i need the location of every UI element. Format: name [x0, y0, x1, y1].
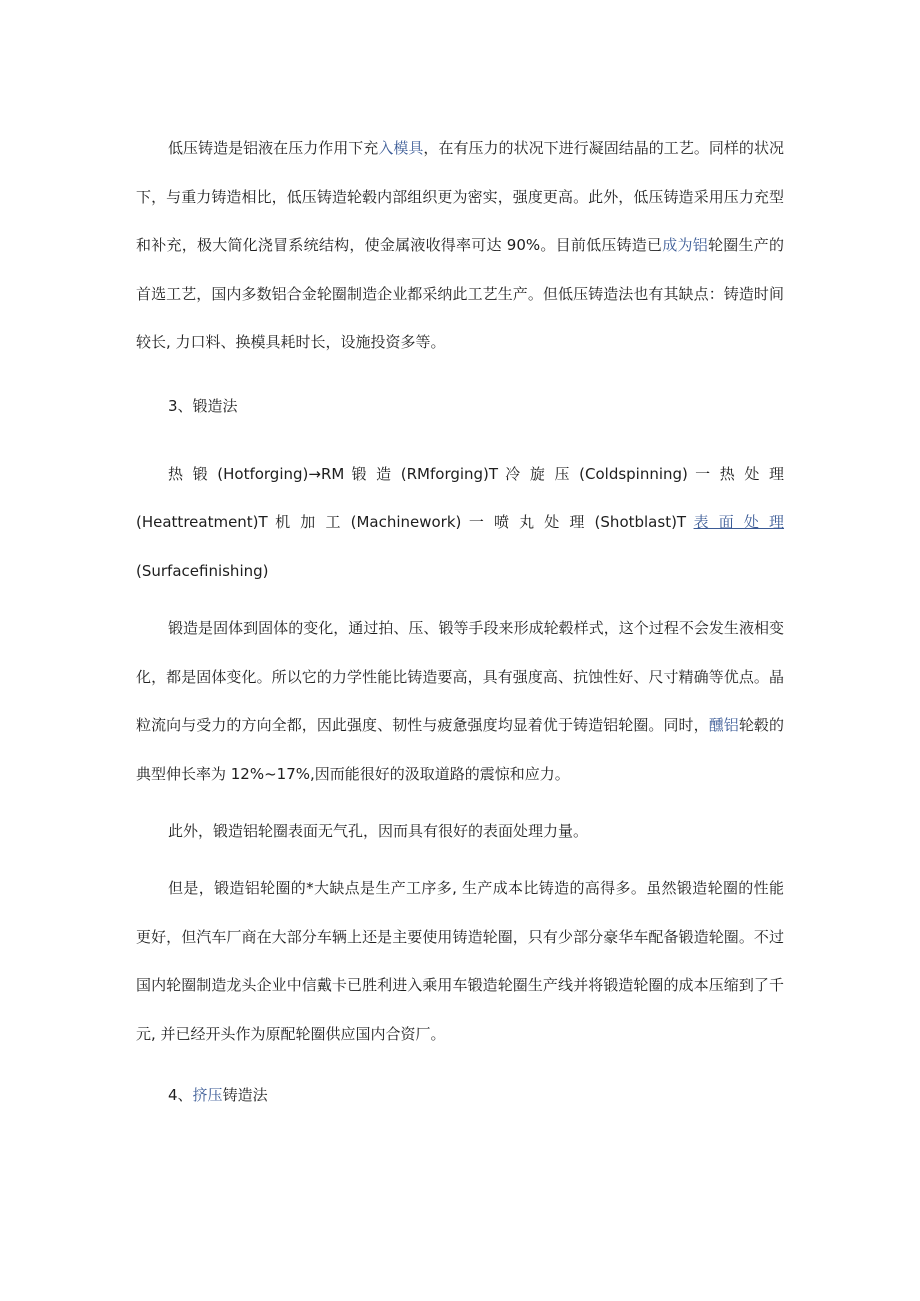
process-line-2 [136, 498, 784, 547]
heading-text: 铸造法 [222, 1086, 268, 1104]
text-run: 低压铸造是铝液在压力作用下充 [168, 139, 379, 157]
paragraph-low-pressure-casting [136, 124, 784, 367]
link-become-aluminum[interactable]: 成为铝 [662, 236, 709, 254]
text-run: 锻造是固体到固体的变化，通过拍、压、锻等手段来形成轮毂样式，这个过程不会发生液相变化，都是固体变化。所以它的力学性能比铸造要高，具有强度高、抗蚀性好、尺寸精确等优点。晶粒流向与受力的方向全都，因此强度、韧性与疲惫强度均显着优于铸造铝轮圈。同时， [136, 619, 784, 734]
heading-number: 4、 [168, 1086, 193, 1104]
link-squeeze[interactable]: 挤压 [192, 1086, 223, 1104]
process-line-3: (Surfacefinishing) [136, 561, 269, 580]
process-flow-cont [136, 498, 784, 595]
text-run: 轮毂的典型伸长率为 12%~17%,因而能很好的汲取道路的震惊和应力。 [136, 716, 784, 783]
paragraph-surface-pores: 此外，锻造铝轮圈表面无气孔，因而具有很好的表面处理力量。 [168, 822, 589, 840]
process-line-1: 热 锻 (Hotforging)→RM 锻 造 (RMforging)T 冷 旋 压 (Coldspinning) 一 热 处 理 [168, 465, 784, 483]
process-line-2-text: (Heattreatment)T 机 加 工 (Machinework) 一 喷 丸 处 理 (Shotblast)T [136, 513, 687, 531]
heading-squeeze-casting [168, 1071, 568, 1120]
link-into-mold[interactable]: 入模具 [378, 139, 424, 157]
paragraph-forging-drawbacks: 但是，锻造铝轮圈的*大缺点是生产工序多, 生产成本比铸造的高得多。虽然锻造轮圈的性能更好，但汽车厂商在大部分车辆上还是主要使用铸造轮圈，只有少部分豪华车配备锻造轮圈。不过国内轮圈制造龙头企业中信戴卡已胜利进入乘用车锻造轮圈生产线并将锻造轮圈的成本压缩到了千元, 并已经开头作为原配轮圈供应国内合资厂。 [136, 879, 784, 1043]
process-flow [136, 450, 784, 499]
heading-forging-method: 3、锻造法 [168, 397, 238, 415]
text-run: 轮圈生产的首选工艺，国内多数铝合金轮圈制造企业都采纳此工艺生产。但低压铸造法也有其缺点：铸造时间较长, 力口料、换模具耗时长，设施投资多等。 [136, 236, 784, 351]
link-surface-treatment[interactable]: 表 面 处 理 [693, 513, 784, 531]
paragraph-forging-description [136, 604, 784, 798]
link-forged-aluminum[interactable]: 醺铝 [708, 716, 739, 734]
text-run: ，在有压力的状况下进行凝固结晶的工艺。同样的状况下，与重力铸造相比，低压铸造轮毂内部组织更为密实，强度更高。此外，低压铸造采用压力充型和补充，极大简化浇冒系统结构，使金属液收得率可达 90%。目前低压铸造已 [136, 139, 784, 254]
